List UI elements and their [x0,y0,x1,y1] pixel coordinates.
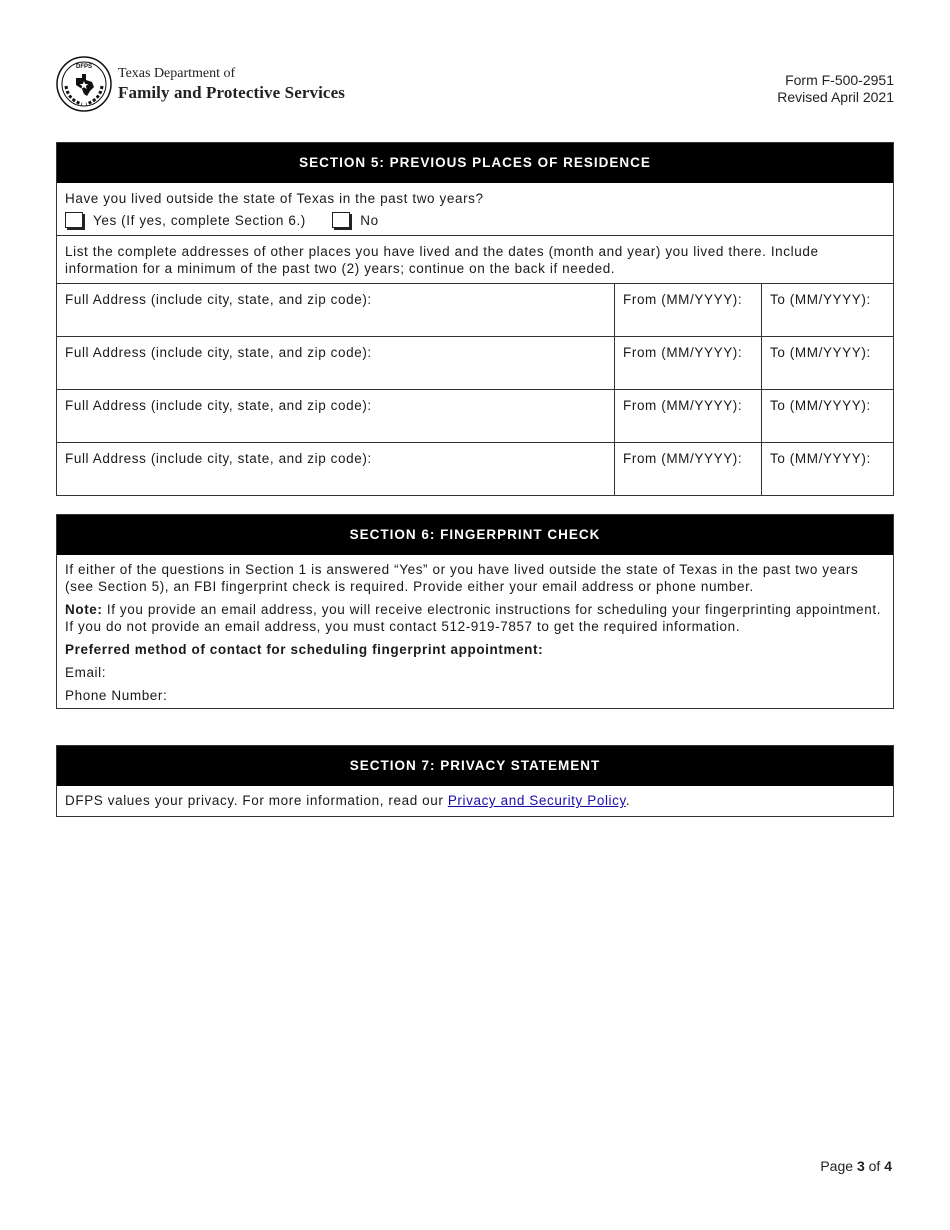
no-checkbox[interactable] [332,212,350,228]
agency-line1: Texas Department of [118,66,236,81]
section-5 [56,142,894,496]
page-number [820,1158,892,1174]
section-7 [56,745,894,817]
email-label: Email: [65,665,107,680]
fingerprint-intro: If either of the questions in Section 1 is answered “Yes” or you have lived outside the state of Texas in the past two years (see Section 5), an FBI fingerprint check is required. Provide either your email address or phone number. [65,562,859,594]
from-date-field[interactable]: From (MM/YYYY): [615,390,762,442]
page-total: 4 [884,1158,892,1174]
no-label: No [360,213,379,228]
privacy-policy-link[interactable]: Privacy and Security Policy [447,793,626,808]
fingerprint-body [57,555,893,708]
preferred-contact-label: Preferred method of contact for scheduling fingerprint appointment: [65,642,544,657]
section-5-title: SECTION 5: PREVIOUS PLACES OF RESIDENCE [57,143,893,183]
privacy-text-end: . [625,793,631,808]
yes-checkbox[interactable] [65,212,83,228]
svg-text:DFPS: DFPS [75,64,93,70]
dfps-seal-icon [56,56,112,112]
to-date-field[interactable]: To (MM/YYYY): [770,292,871,307]
email-field[interactable] [65,664,885,681]
residence-table [57,283,893,495]
page-word: Page [820,1158,854,1174]
note-text: If you provide an email address, you will receive electronic instructions for scheduling your fingerprinting appointment. If you do not provide an email address, you must contact 512-919-7857 to get the required information. [65,602,882,634]
section-6 [56,514,894,709]
address-field[interactable]: Full Address (include city, state, and zip code): [57,337,615,389]
table-row [57,283,893,336]
table-row [57,336,893,389]
from-date-field[interactable]: From (MM/YYYY): [615,443,762,495]
from-date-field[interactable]: From (MM/YYYY): [615,337,762,389]
revised-date: Revised April 2021 [777,89,894,105]
privacy-text: DFPS values your privacy. For more information, read our [65,793,448,808]
phone-field[interactable] [65,687,885,704]
privacy-statement [57,786,893,816]
form-number: Form F-500-2951 [785,72,894,88]
to-date-field[interactable]: To (MM/YYYY): [770,398,871,413]
note-label: Note: [65,602,103,617]
table-row [57,442,893,495]
from-date-field[interactable]: From (MM/YYYY): [615,284,762,336]
address-field[interactable]: Full Address (include city, state, and zip code): [57,284,615,336]
yes-label: Yes (If yes, complete Section 6.) [93,213,306,228]
fingerprint-note [65,601,885,635]
form-identifier [777,72,894,106]
agency-name [118,65,345,103]
section-7-title: SECTION 7: PRIVACY STATEMENT [57,746,893,786]
to-date-field[interactable]: To (MM/YYYY): [770,451,871,466]
residence-question-block [57,183,893,235]
residence-options [65,212,885,229]
residence-instructions: List the complete addresses of other places you have lived and the dates (month and year) you lived there. Include information for a minimum of the past two (2) years; continue on the back if needed. [57,235,893,283]
no-option[interactable] [332,213,378,228]
of-word: of [868,1158,881,1174]
phone-label: Phone Number: [65,688,168,703]
address-field[interactable]: Full Address (include city, state, and zip code): [57,443,615,495]
table-row [57,389,893,442]
page-header [56,56,894,114]
residence-question: Have you lived outside the state of Texas in the past two years? [65,191,484,206]
yes-option[interactable] [65,213,306,228]
agency-line2: Family and Protective Services [118,83,345,102]
section-6-title: SECTION 6: FINGERPRINT CHECK [57,515,893,555]
page-current: 3 [856,1158,865,1174]
to-date-field[interactable]: To (MM/YYYY): [770,345,871,360]
address-field[interactable]: Full Address (include city, state, and zip code): [57,390,615,442]
